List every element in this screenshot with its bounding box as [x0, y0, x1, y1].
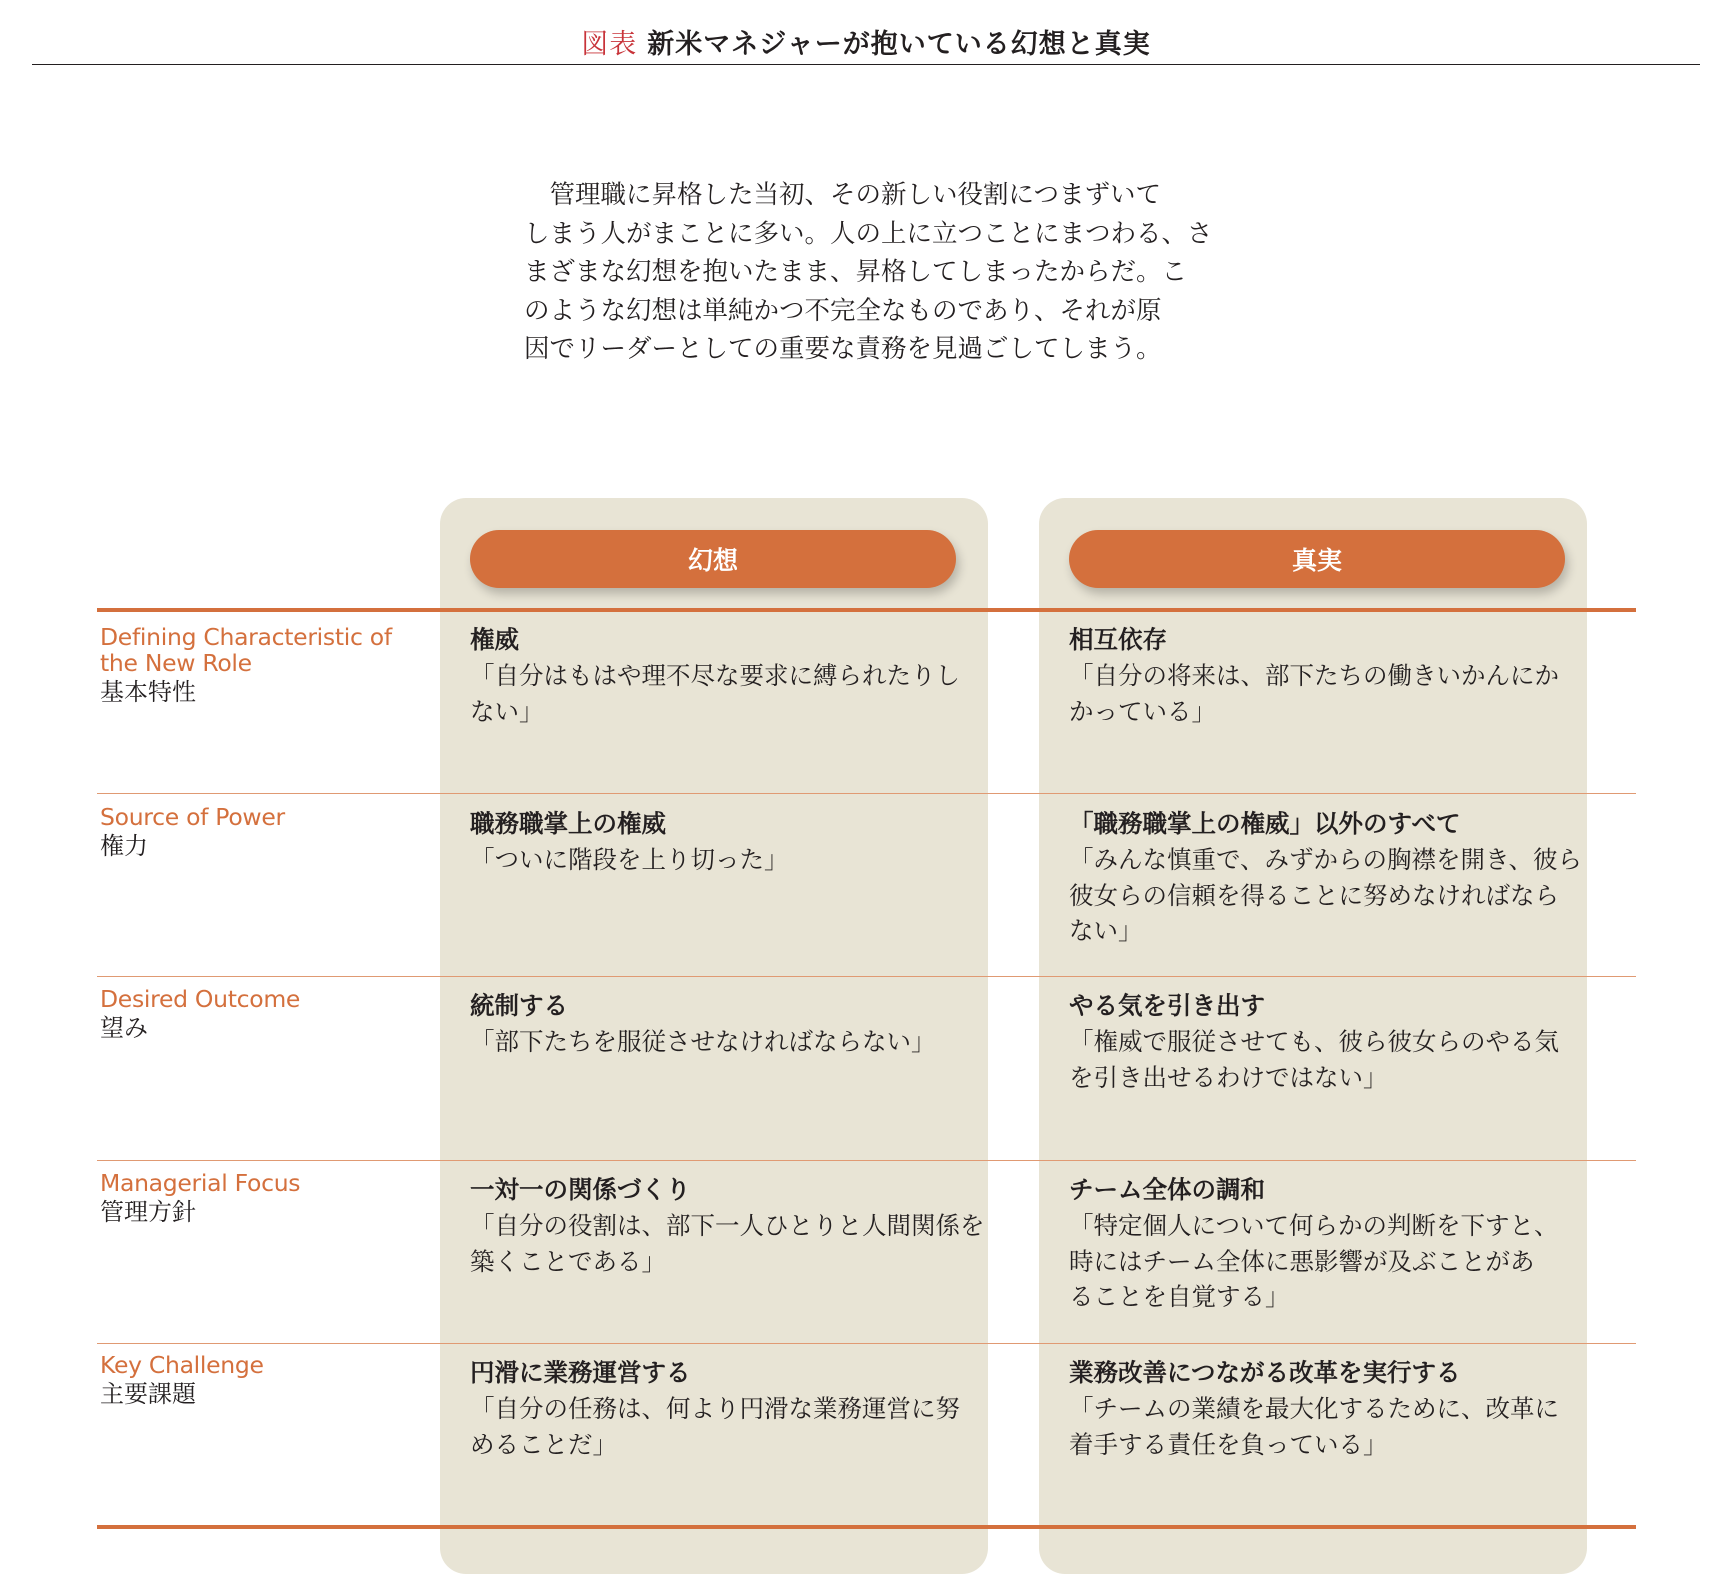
reality-column-header: 真実	[1069, 530, 1565, 588]
quote-line: 「自分の任務は、何より円滑な業務運営に努	[470, 1394, 960, 1423]
cell-heading: チーム全体の調和	[1069, 1175, 1265, 1204]
quote-line: を引き出せるわけではない」	[1069, 1062, 1388, 1092]
myth-cell	[470, 806, 990, 878]
quote-line: 彼女らの信頼を得ることに努めなければなら	[1069, 880, 1559, 910]
intro-paragraph	[524, 176, 1214, 369]
row-label-defining-characteristic	[100, 624, 400, 708]
myth-cell	[470, 988, 990, 1060]
myth-column-header: 幻想	[470, 530, 956, 588]
cell-heading: 職務職掌上の権威	[470, 809, 666, 838]
intro-line: しまう人がまことに多い。人の上に立つことにまつわる、さ	[524, 218, 1213, 249]
myth-cell	[470, 622, 990, 729]
cell-quote	[470, 842, 990, 878]
cell-quote	[1069, 1391, 1589, 1462]
quote-line: 「特定個人について何らかの判断を下すと、	[1069, 1211, 1559, 1240]
row-label-en: Defining Characteristic of	[100, 623, 392, 651]
quote-line: 築くことである」	[470, 1246, 666, 1276]
quote-line: 時にはチーム全体に悪影響が及ぶことがあ	[1069, 1246, 1535, 1276]
row-label-jp: 基本特性	[100, 678, 196, 706]
cell-quote	[1069, 842, 1589, 949]
intro-line: 管理職に昇格した当初、その新しい役割につまずいて	[524, 180, 1161, 210]
quote-line: 着手する責任を負っている」	[1069, 1429, 1388, 1459]
quote-line: かっている」	[1069, 696, 1216, 726]
row-divider	[97, 976, 1636, 977]
quote-line: 「権威で服従させても、彼ら彼女らのやる気	[1069, 1027, 1559, 1056]
cell-quote	[470, 1024, 990, 1060]
cell-quote	[1069, 1208, 1589, 1315]
figure-title-text: 新米マネジャーが抱いている幻想と真実	[647, 29, 1151, 60]
cell-heading: 「職務職掌上の権威」以外のすべて	[1069, 809, 1461, 838]
row-label-en: Source of Power	[100, 803, 285, 831]
intro-line: のような幻想は単純かつ不完全なものであり、それが原	[524, 295, 1162, 326]
reality-cell	[1069, 806, 1589, 949]
myth-cell	[470, 1172, 990, 1279]
cell-heading: 業務改善につながる改革を実行する	[1069, 1358, 1461, 1387]
table-bottom-rule	[97, 1525, 1636, 1529]
quote-line: ない」	[1069, 916, 1143, 945]
cell-heading: 権威	[470, 625, 519, 654]
table-top-rule	[97, 608, 1636, 612]
row-label-desired-outcome	[100, 986, 400, 1044]
reality-cell	[1069, 988, 1589, 1095]
cell-quote	[470, 1208, 990, 1279]
row-divider	[97, 1160, 1636, 1161]
reality-cell	[1069, 1355, 1589, 1462]
figure-title	[0, 22, 1732, 61]
cell-heading: やる気を引き出す	[1069, 991, 1265, 1020]
quote-line: 「自分はもはや理不尽な要求に縛られたりし	[470, 661, 960, 690]
row-divider	[97, 793, 1636, 794]
row-label-key-challenge	[100, 1352, 400, 1410]
cell-heading: 円滑に業務運営する	[470, 1358, 691, 1387]
quote-line: ることを自覚する」	[1069, 1282, 1290, 1311]
quote-line: 「自分の役割は、部下一人ひとりと人間関係を	[470, 1211, 985, 1240]
cell-quote	[1069, 1024, 1589, 1095]
row-label-jp: 望み	[100, 1014, 148, 1042]
row-divider	[97, 1343, 1636, 1344]
quote-line: ない」	[470, 696, 544, 726]
cell-quote	[470, 658, 990, 729]
quote-line: 「ついに階段を上り切った」	[470, 845, 789, 874]
quote-line: 「みんな慎重で、みずからの胸襟を開き、彼ら	[1069, 845, 1583, 874]
row-label-jp: 主要課題	[100, 1380, 196, 1408]
myth-cell	[470, 1355, 990, 1462]
row-label-jp: 権力	[100, 832, 148, 860]
row-label-en: Desired Outcome	[100, 985, 301, 1013]
reality-cell	[1069, 1172, 1589, 1315]
quote-line: 「チームの業績を最大化するために、改革に	[1069, 1394, 1559, 1423]
reality-cell	[1069, 622, 1589, 729]
cell-heading: 相互依存	[1069, 625, 1167, 654]
figure-prefix: 図表	[581, 29, 638, 60]
row-label-en: Managerial Focus	[100, 1169, 301, 1197]
title-rule	[32, 64, 1700, 65]
cell-quote	[470, 1391, 990, 1462]
quote-line: 「部下たちを服従させなければならない」	[470, 1027, 936, 1056]
row-label-en: Key Challenge	[100, 1351, 264, 1379]
quote-line: 「自分の将来は、部下たちの働きいかんにか	[1069, 661, 1559, 690]
intro-line: 因でリーダーとしての重要な責務を見過ごしてしまう。	[524, 334, 1162, 364]
cell-heading: 統制する	[470, 991, 568, 1020]
row-label-managerial-focus	[100, 1170, 400, 1228]
cell-quote	[1069, 658, 1589, 729]
intro-line: まざまな幻想を抱いたまま、昇格してしまったからだ。こ	[524, 257, 1188, 287]
cell-heading: 一対一の関係づくり	[470, 1175, 691, 1204]
row-label-en: the New Role	[100, 649, 252, 677]
row-label-source-of-power	[100, 804, 400, 862]
quote-line: めることだ」	[470, 1429, 617, 1459]
row-label-jp: 管理方針	[100, 1198, 196, 1226]
